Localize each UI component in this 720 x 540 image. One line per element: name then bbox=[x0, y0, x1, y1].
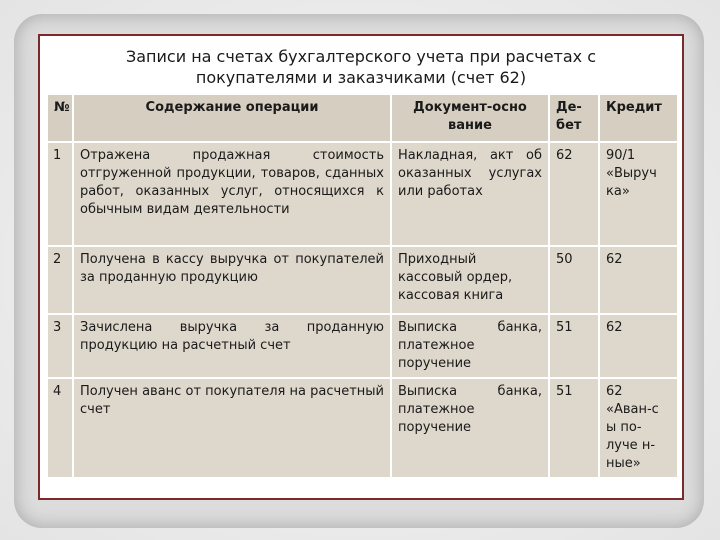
slide-title-line1: Записи на счетах бухгалтерского учета при расчетах с bbox=[125, 47, 597, 66]
row-num: 3 bbox=[47, 314, 73, 378]
table-header-row bbox=[47, 94, 678, 142]
row-content: Получена в кассу выручка от покупателей за проданную продукцию bbox=[73, 246, 391, 314]
row-debit: 62 bbox=[549, 142, 599, 246]
header-content: Содержание операции bbox=[73, 94, 391, 142]
row-num: 4 bbox=[47, 378, 73, 478]
row-content: Получен аванс от покупателя на расчетный счет bbox=[73, 378, 391, 478]
row-credit: 62 bbox=[599, 314, 678, 378]
row-debit: 51 bbox=[549, 314, 599, 378]
row-content: Зачислена выручка за проданную продукцию на расчетный счет bbox=[73, 314, 391, 378]
header-credit: Кредит bbox=[599, 94, 678, 142]
row-debit: 50 bbox=[549, 246, 599, 314]
header-num: № bbox=[47, 94, 73, 142]
slide-title-line2: покупателями и заказчиками (счет 62) bbox=[195, 68, 527, 87]
row-num: 1 bbox=[47, 142, 73, 246]
table-row bbox=[47, 378, 678, 478]
row-num: 2 bbox=[47, 246, 73, 314]
row-document: Выписка банка, платежное поручение bbox=[391, 378, 549, 478]
slide bbox=[38, 34, 684, 500]
header-debit: Де-бет bbox=[549, 94, 599, 142]
operations-table bbox=[46, 93, 679, 479]
row-document: Приходный кассовый ордер, кассовая книга bbox=[391, 246, 549, 314]
table-row bbox=[47, 314, 678, 378]
row-content: Отражена продажная стоимость отгруженной продукции, товаров, сданных работ, оказанных услуг, относящихся к обычным видам деятельности bbox=[73, 142, 391, 246]
row-document: Накладная, акт об оказанных услугах или работах bbox=[391, 142, 549, 246]
slide-title bbox=[40, 46, 682, 88]
header-document: Документ-осно вание bbox=[391, 94, 549, 142]
table-row bbox=[47, 246, 678, 314]
row-credit: 90/1 «Выруч ка» bbox=[599, 142, 678, 246]
row-credit: 62 bbox=[599, 246, 678, 314]
row-debit: 51 bbox=[549, 378, 599, 478]
row-document: Выписка банка, платежное поручение bbox=[391, 314, 549, 378]
table-row bbox=[47, 142, 678, 246]
row-credit: 62 «Аван-с ы по-луче н-ные» bbox=[599, 378, 678, 478]
